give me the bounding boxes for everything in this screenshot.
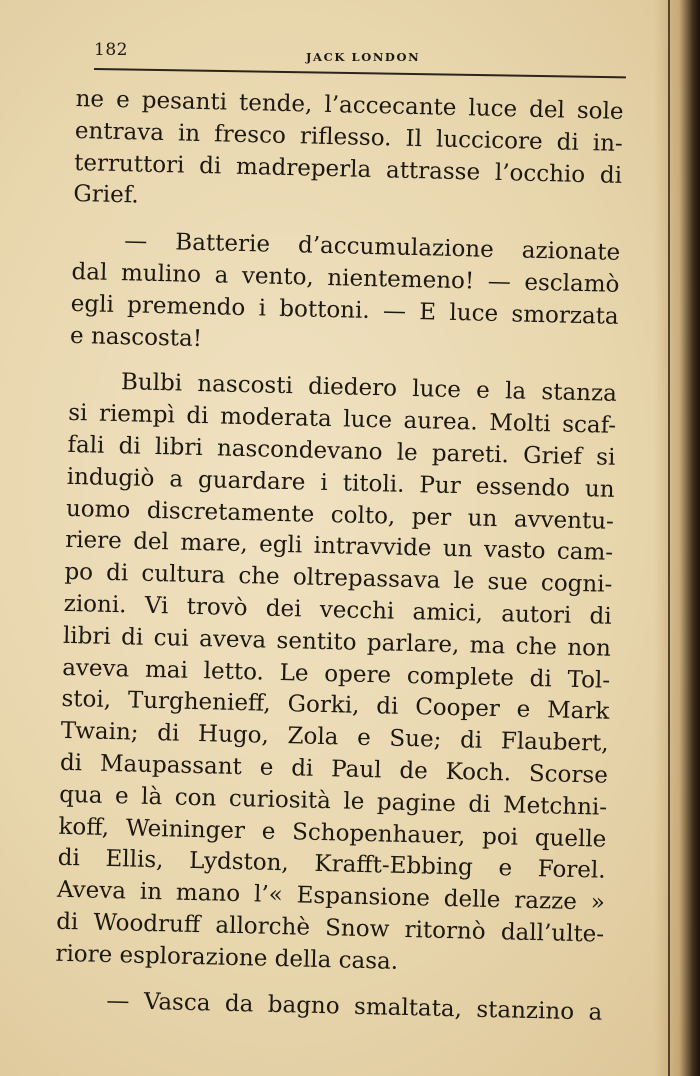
text-line: riore esplorazione della casa. [55,940,399,975]
page-edge-shadow [654,0,700,1076]
text-line: aveva mai letto. Le opere complete di Tol- [61,654,611,694]
text-line: indugiò a guardare i titoli. Pur essendo un [66,463,615,503]
page-number: 182 [94,40,128,60]
text-line: Twain; di Hugo, Zola e Sue; di Flaubert, [60,717,609,757]
text-line: ne e pesanti tende, l’accecante luce del sole [75,85,624,125]
text-line: riere del mare, egli intravvide un vasto cam- [64,527,614,567]
text-line: dal mulino a vento, nientemeno! — esclamò [71,258,620,298]
text-line: — Vasca da bagno smaltata, stanzino a [106,987,603,1026]
running-head: JACK LONDON [306,50,421,64]
binding-edge [668,0,670,1076]
text-line: di Maupassant e di Paul de Koch. Scorse [59,749,609,789]
text-line: entrava in fresco riflesso. Il luccicore di in- [74,117,624,157]
text-line: e nascosta! [69,322,203,352]
text-line: egli premendo i bottoni. — E luce smorzata [70,290,619,330]
text-line: fali di libri nascondevano le pareti. Grief si [67,431,616,471]
body-text [54,84,624,1029]
text-line: zioni. Vi trovò dei vecchi amici, autori di [63,590,612,630]
text-line: koff, Weininger e Schopenhauer, poi quelle [58,813,607,853]
text-line: di Woodruff allorchè Snow ritornò dall’ulte- [55,908,605,948]
text-line: uomo discretamente colto, per un avventu- [65,495,615,535]
text-line: si riempì di moderata luce aurea. Molti scaf- [67,400,617,439]
text-line: Grief. [73,181,140,209]
text-line: po di cultura che oltrepassava le sue cogni- [64,559,613,598]
text-line: Bulbi nascosti diedero luce e la stanza [120,369,618,408]
text-line: di Ellis, Lydston, Krafft-Ebbing e Forel. [57,845,606,885]
text-line: libri di cui aveva sentito parlare, ma che non [62,622,612,662]
text-line: — Batterie d’accumulazione azionate [123,228,621,267]
text-line: terruttori di madreperla attrasse l’occhio di [73,149,623,189]
text-line: stoi, Turghenieff, Gorki, di Cooper e Mark [61,686,610,726]
text-line: qua e là con curiosità le pagine di Metchni- [58,781,608,821]
text-line: Aveva in mano l’« Espansione delle razze » [56,876,606,916]
